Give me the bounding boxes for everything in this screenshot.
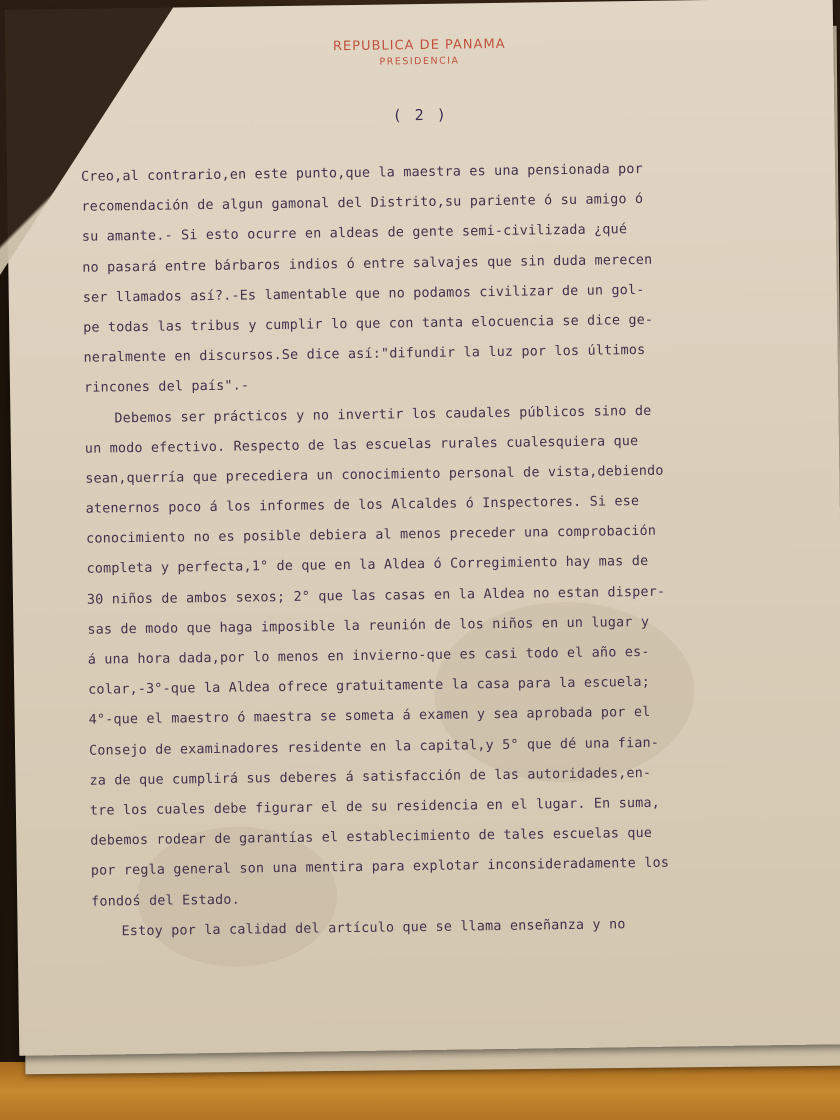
letterhead-subtitle: PRESIDENCIA (379, 55, 460, 68)
text-line: conocimiento no es posible debiera al menos preceder una comprobación (86, 524, 657, 547)
text-line: tre los cuales debe figurar el de su residencia en el lugar. En suma, (89, 795, 661, 819)
text-line: recomendación de algun gamonal del Distrito,su pariente ó su amigo ó (81, 192, 644, 215)
text-line: neralmente en discursos.Se dice así:"difundir la luz por los últimos (83, 343, 646, 366)
text-line: su amante.- Si esto ocurre en aldeas de gente semi-civilizada ¿qué (81, 222, 628, 246)
text-line: á una hora dada,por lo menos en invierno-que es casi todo el año es- (87, 644, 650, 668)
text-line: 4°-que el maestro ó maestra se someta á examen y sea aprobada por el (88, 705, 651, 729)
text-line: un modo efectivo. Respecto de las escuelas rurales cualesquiera que (84, 433, 639, 457)
text-line: fondoś del Estado. (91, 892, 241, 910)
text-line: rincones del país".- (83, 378, 250, 397)
page-number: ( 2 ) (392, 105, 448, 125)
document-page (5, 0, 840, 1056)
text-line: pe todas las tribus y cumplir lo que con tanta elocuencia se dice ge- (83, 312, 654, 336)
text-line: ser llamados así?.-Es lamentable que no podamos civilizar de un gol- (82, 282, 645, 306)
text-line: sas de modo que haga imposible la reunión de los niños en un lugar y (87, 614, 650, 638)
text-line: debemos rodear de garantías el establecimiento de tales escuelas que (90, 825, 653, 849)
text-line: sean,querría que precediera un conocimiento personal de vista,debiendo (85, 463, 664, 487)
letterhead-title: REPUBLICA DE PANAMA (332, 36, 506, 55)
text-line: 30 niños de ambos sexos; 2° que las casas en la Aldea no estan disper- (86, 584, 666, 608)
text-line: Estoy por la calidad del artículo que se llama enseñanza y no (121, 916, 626, 939)
typewritten-body (81, 153, 782, 947)
text-line: completa y perfecta,1° de que en la Aldea ó Corregimiento hay mas de (86, 554, 649, 578)
text-line: no pasará entre bárbaros indios ó entre salvajes que sin duda merecen (82, 252, 653, 276)
text-line: za de que cumplirá sus deberes á satisfacción de las autoridades,en- (89, 765, 652, 789)
text-line: atenernos poco á los informes de los Alcaldes ó Inspectores. Si ese (85, 494, 640, 517)
text-line: por regla general son una mentira para explotar inconsideradamente los (90, 855, 670, 880)
text-line: Debemos ser prácticos y no invertir los caudales públicos sino de (114, 403, 652, 426)
text-line: colar,-3°-que la Aldea ofrece gratuitamente la casa para la escuela; (88, 675, 651, 698)
text-line: Consejo de examinadores residente en la capital,y 5° que dé una fian- (88, 735, 660, 759)
text-line: Creo,al contrario,en este punto,que la maestra es una pensionada por (80, 161, 643, 185)
